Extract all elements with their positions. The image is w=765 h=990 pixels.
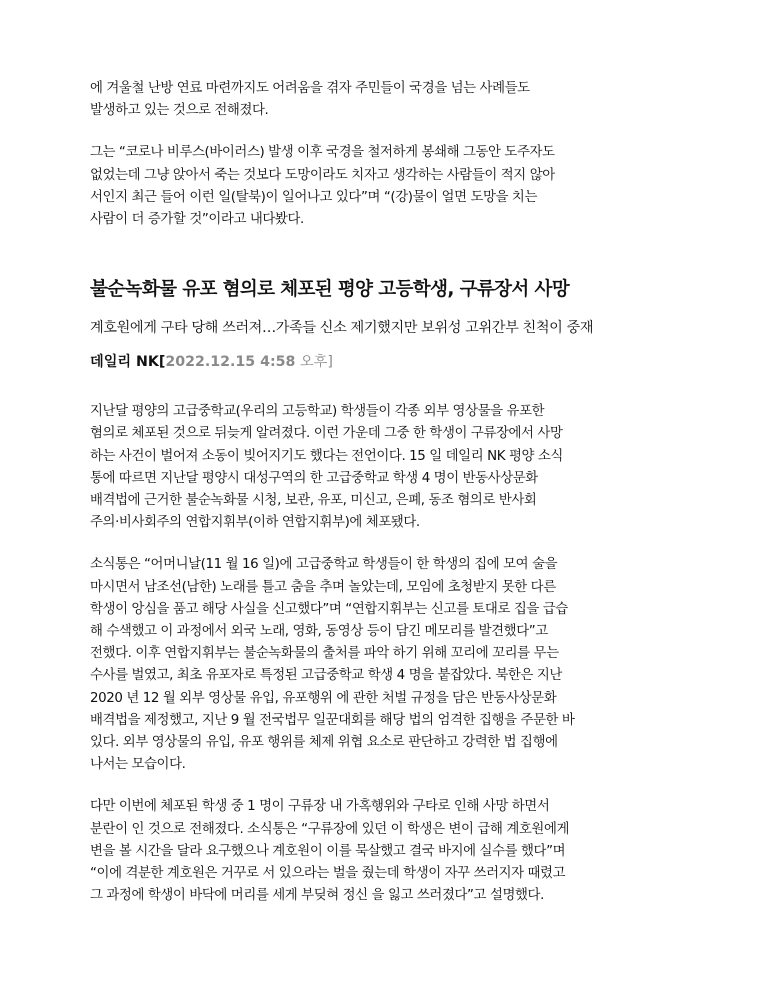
text-line: 2020 년 12 월 외부 영상물 유입, 유포행위 에 관한 처벌 규정을 담은 반동사상문화 xyxy=(90,690,557,706)
text-line: 사람이 더 증가할 것”이라고 내다봤다. xyxy=(90,212,304,228)
article-headline: 불순녹화물 유포 혐의로 체포된 평양 고등학생, 구류장서 사망 xyxy=(90,279,570,301)
article-subheadline: 계호원에게 구타 당해 쓰러져…가족들 신소 제기했지만 보위성 고위간부 친척이 중재 xyxy=(90,320,594,337)
text-line: 변을 볼 시간을 달라 요구했으나 계호원이 이를 묵살했고 결국 바지에 실수를 했다”며 xyxy=(90,843,566,859)
text-line: 분란이 인 것으로 전해졌다. 소식통은 “구류장에 있던 이 학생은 변이 급해 계호원에게 xyxy=(90,821,570,837)
text-line: 하는 사건이 벌어져 소동이 빚어지기도 했다는 전언이다. 15 일 데일리 NK 평양 소식 xyxy=(90,448,563,464)
byline-ampm: 오후] xyxy=(295,354,333,371)
text-line: 소식통은 “어머니날(11 월 16 일)에 고급중학교 학생들이 한 학생의 집에 모여 술을 xyxy=(90,557,558,573)
text-line: 혐의로 체포된 것으로 뒤늦게 알려졌다. 이런 가운데 그중 한 학생이 구류장에서 사망 xyxy=(90,426,563,442)
text-line: 지난달 평양의 고급중학교(우리의 고등학교) 학생들이 각종 외부 영상물을 유포한 xyxy=(90,404,545,420)
article-paragraph-3 xyxy=(90,796,670,907)
intro-paragraph-2 xyxy=(90,142,670,231)
text-line: 주의·비사회주의 연합지휘부(이하 연합지휘부)에 체포됐다. xyxy=(90,515,420,531)
text-line: 있다. 외부 영상물의 유입, 유포 행위를 체제 위협 요소로 판단하고 강력한 법 집행에 xyxy=(90,735,558,751)
text-line: 다만 이번에 체포된 학생 중 1 명이 구류장 내 가혹행위와 구타로 인해 사망 하면서 xyxy=(90,799,550,815)
article-byline xyxy=(90,351,670,373)
text-line: 발생하고 있는 것으로 전해졌다. xyxy=(90,103,269,119)
article-paragraph-1 xyxy=(90,401,670,534)
text-line: 그 과정에 학생이 바닥에 머리를 세게 부딪혀 정신 을 잃고 쓰러졌다”고 설명했다. xyxy=(90,888,544,904)
text-line: 서인지 최근 들어 이런 일(탈북)이 일어나고 있다”며 “(강)물이 얼면 도망을 치는 xyxy=(90,189,537,205)
text-line: 나서는 모습이다. xyxy=(90,757,186,773)
article-paragraph-2 xyxy=(90,554,670,776)
text-line: 통에 따르면 지난달 평양시 대성구역의 한 고급중학교 학생 4 명이 반동사상문화 xyxy=(90,470,538,486)
text-line: 수사를 벌였고, 최초 유포자로 특정된 고급중학교 학생 4 명을 붙잡았다. 북한은 지난 xyxy=(90,668,562,684)
document-page xyxy=(90,78,670,907)
text-line: 배격법에 근거한 불순녹화물 시청, 보관, 유포, 미신고, 은폐, 동조 혐의로 반사회 xyxy=(90,493,537,509)
text-line: 그는 “코로나 비루스(바이러스) 발생 이후 국경을 철저하게 봉쇄해 그동안 도주자도 xyxy=(90,145,555,161)
byline-date: 2022.12.15 4:58 xyxy=(165,354,296,371)
byline-source: 데일리 NK[ xyxy=(90,354,166,371)
text-line: 없었는데 그냥 앉아서 죽는 것보다 도망이라도 치자고 생각하는 사람들이 적지 않아 xyxy=(90,167,555,183)
intro-paragraph-1 xyxy=(90,78,670,122)
text-line: 에 겨울철 난방 연료 마련까지도 어려움을 겪자 주민들이 국경을 넘는 사례들도 xyxy=(90,81,530,96)
text-line: 전했다. 이후 연합지휘부는 불순녹화물의 출처를 파악 하기 위해 꼬리에 꼬리를 무는 xyxy=(90,646,559,662)
text-line: 해 수색했고 이 과정에서 외국 노래, 영화, 동영상 등이 담긴 메모리를 발견했다”고 xyxy=(90,624,548,640)
text-line: 마시면서 남조선(남한) 노래를 틀고 춤을 추며 놀았는데, 모임에 초청받지 못한 다른 xyxy=(90,579,556,595)
text-line: “이에 격분한 계호원은 거꾸로 서 있으라는 벌을 줬는데 학생이 자꾸 쓰러지자 때렸고 xyxy=(90,866,566,882)
text-line: 학생이 앙심을 품고 해당 사실을 신고했다”며 “연합지휘부는 신고를 토대로 집을 급습 xyxy=(90,601,568,617)
text-line: 배격법을 제정했고, 지난 9 월 전국법무 일꾼대회를 해당 법의 엄격한 집행을 주문한 바 xyxy=(90,712,575,728)
